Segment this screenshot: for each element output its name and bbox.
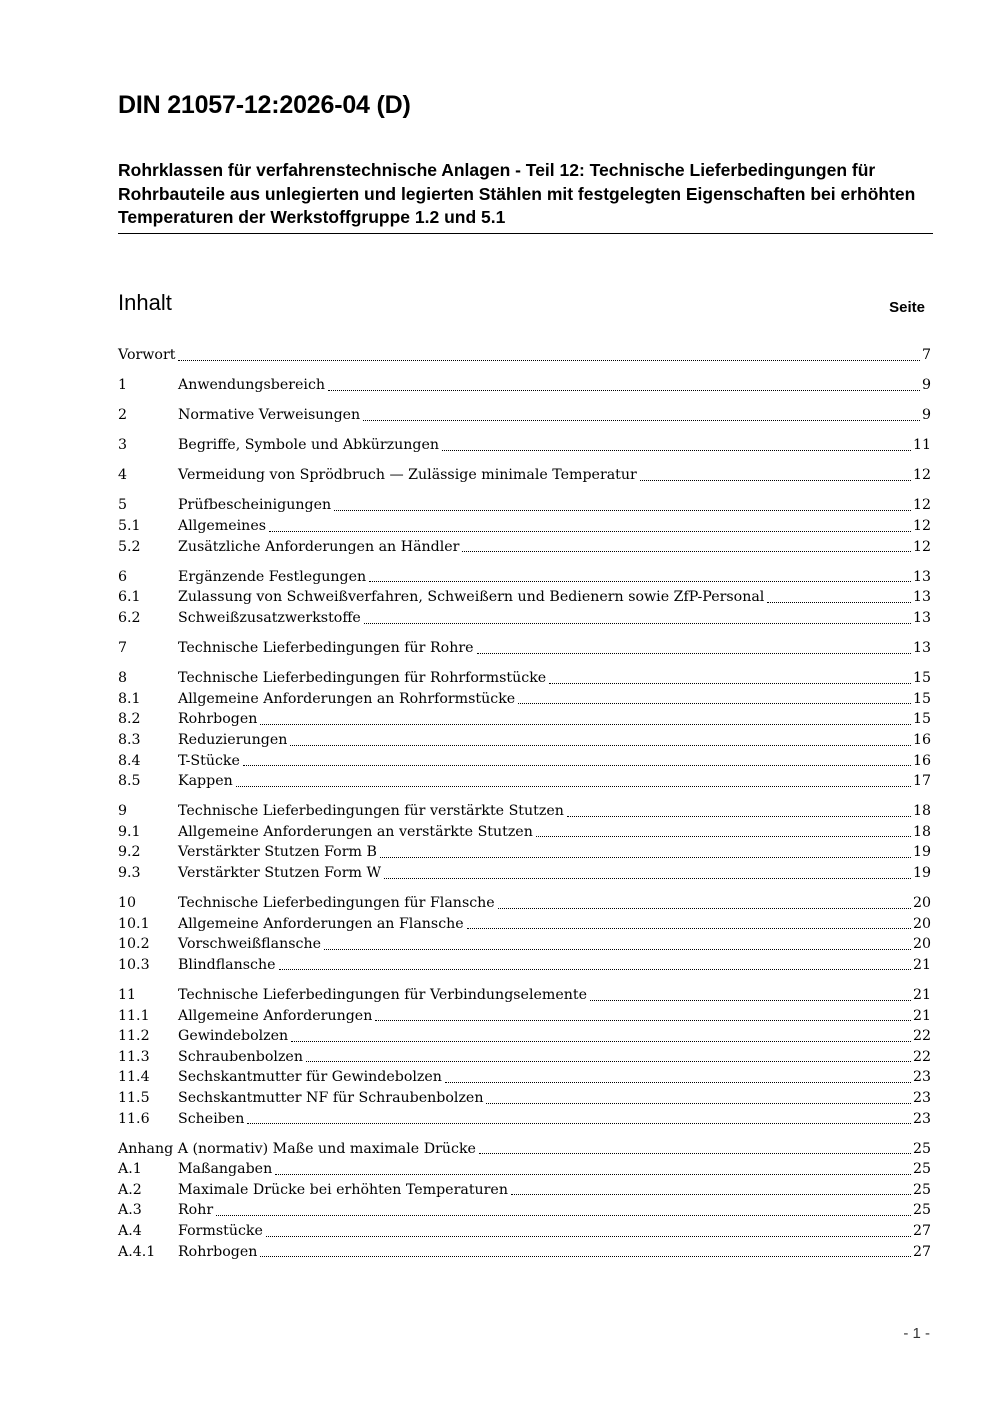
toc-leader-dots — [363, 419, 920, 421]
footer-page-number: - 1 - — [903, 1325, 930, 1342]
toc-entry[interactable] — [118, 730, 931, 751]
toc-entry-number: 11.5 — [118, 1089, 150, 1106]
toc-leader-dots — [467, 927, 911, 929]
toc-entry[interactable] — [118, 375, 931, 396]
toc-entry-label: Vorschweißflansche — [178, 936, 322, 953]
toc-entry[interactable] — [118, 914, 931, 935]
toc-entry[interactable] — [118, 709, 931, 730]
toc-entry-label: Verstärkter Stutzen Form W — [178, 864, 382, 881]
toc-entry-number: 10 — [118, 895, 137, 912]
toc-entry-label: Formstücke — [178, 1222, 263, 1239]
toc-leader-dots — [384, 877, 911, 879]
toc-entry-page: 27 — [912, 1243, 931, 1260]
toc-entry-number: 5 — [118, 497, 128, 514]
toc-entry[interactable] — [118, 893, 931, 914]
toc-entry-page: 12 — [912, 518, 931, 535]
page-column-label: Seite — [889, 299, 925, 316]
toc-entry-page: 17 — [912, 773, 931, 790]
toc-leader-dots — [243, 764, 911, 766]
document-title: Rohrklassen für verfahrenstechnische Anlagen - Teil 12: Technische Lieferbedingungen für Rohrbauteile aus unlegierten und legierten Stählen mit festgelegten Eigenschaften bei erhöhten Temperaturen der Werkstoffgruppe 1.2 und 5.1 — [118, 159, 933, 234]
toc-entry[interactable] — [118, 1088, 931, 1109]
toc-entry-label: Maßangaben — [178, 1161, 273, 1178]
toc-leader-dots — [380, 856, 911, 858]
toc-entry-page: 22 — [912, 1048, 931, 1065]
toc-leader-dots — [462, 550, 910, 552]
toc-entry-label: Scheiben — [178, 1110, 245, 1127]
toc-entry-page: 21 — [912, 1007, 931, 1024]
document-id: DIN 21057-12:2026-04 (D) — [118, 91, 411, 119]
toc-entry-label: Anhang A (normativ) Maße und maximale Drücke — [118, 1140, 476, 1157]
toc-entry-label: Technische Lieferbedingungen für Verbindungselemente — [178, 986, 587, 1003]
toc-entry-page: 13 — [912, 589, 931, 606]
toc-leader-dots — [479, 1152, 911, 1154]
toc-leader-dots — [279, 968, 911, 970]
toc-entry[interactable] — [118, 1242, 931, 1263]
toc-entry-label: Reduzierungen — [178, 731, 288, 748]
toc-entry[interactable] — [118, 608, 931, 629]
toc-entry-number: 9.3 — [118, 864, 141, 881]
toc-leader-dots — [334, 509, 911, 511]
toc-entry[interactable] — [118, 771, 931, 792]
toc-entry-page: 15 — [912, 711, 931, 728]
toc-entry-label: Zulassung von Schweißverfahren, Schweißern und Bedienern sowie ZfP-Personal — [178, 589, 765, 606]
toc-entry-label: Blindflansche — [178, 956, 276, 973]
toc-entry-label: Normative Verweisungen — [178, 407, 361, 424]
toc-entry-label: Rohrbogen — [178, 711, 258, 728]
toc-entry-label: Maximale Drücke bei erhöhten Temperaturen — [178, 1181, 508, 1198]
toc-entry[interactable] — [118, 842, 931, 863]
toc-entry-label: Sechskantmutter für Gewindebolzen — [178, 1069, 442, 1086]
toc-leader-dots — [567, 815, 911, 817]
toc-entry-number: 7 — [118, 640, 128, 657]
toc-entry-label: Rohrbogen — [178, 1243, 258, 1260]
toc-entry-number: 5.2 — [118, 538, 141, 555]
toc-entry[interactable] — [118, 1006, 931, 1027]
toc-entry-page: 15 — [912, 670, 931, 687]
toc-entry-page: 20 — [912, 895, 931, 912]
toc-entry[interactable] — [118, 537, 931, 558]
toc-leader-dots — [518, 702, 911, 704]
toc-entry-label: Allgemeine Anforderungen an verstärkte Stutzen — [178, 823, 533, 840]
toc-entry-label: Anwendungsbereich — [178, 377, 326, 394]
toc-entry[interactable] — [118, 638, 931, 659]
toc-entry-number: 10.2 — [118, 936, 150, 953]
toc-entry-number: 11.2 — [118, 1028, 150, 1045]
toc-entry-number: A.4.1 — [118, 1243, 156, 1260]
toc-entry-label: Kappen — [178, 773, 233, 790]
toc-entry-page: 16 — [912, 752, 931, 769]
toc-entry-page: 13 — [912, 640, 931, 657]
toc-leader-dots — [236, 785, 911, 787]
toc-entry[interactable] — [118, 822, 931, 843]
toc-entry-page: 13 — [912, 609, 931, 626]
toc-entry[interactable] — [118, 801, 931, 822]
toc-leader-dots — [290, 744, 911, 746]
toc-leader-dots — [216, 1214, 911, 1216]
toc-leader-dots — [260, 723, 911, 725]
toc-entry-number: 2 — [118, 407, 128, 424]
toc-entry-page: 9 — [921, 407, 931, 424]
toc-entry-page: 13 — [912, 568, 931, 585]
toc-entry-page: 7 — [921, 347, 931, 363]
toc-entry-label: Ergänzende Festlegungen — [178, 568, 367, 585]
toc-entry[interactable] — [118, 1221, 931, 1242]
toc-leader-dots — [375, 1019, 911, 1021]
toc-leader-dots — [291, 1040, 911, 1042]
toc-heading: Inhalt — [118, 290, 172, 315]
toc-leader-dots — [306, 1060, 911, 1062]
toc-entry-number: 8.1 — [118, 690, 141, 707]
toc-entry-number: 11 — [118, 986, 137, 1003]
toc-entry-number: A.2 — [118, 1181, 142, 1198]
toc-entry[interactable] — [118, 955, 931, 976]
toc-leader-dots — [498, 907, 911, 909]
toc-entry-number: 3 — [118, 437, 128, 454]
toc-entry-number: 5.1 — [118, 518, 141, 535]
toc-entry[interactable] — [118, 751, 931, 772]
toc-entry-page: 12 — [912, 467, 931, 484]
toc-entry-label: Allgemeine Anforderungen an Rohrformstücke — [178, 690, 516, 707]
toc-entry-label: Verstärkter Stutzen Form B — [178, 844, 377, 861]
toc-entry-page: 12 — [912, 497, 931, 514]
toc-entry[interactable] — [118, 1067, 931, 1088]
toc-leader-dots — [275, 1173, 911, 1175]
toc-entry-label: Technische Lieferbedingungen für Rohre — [178, 640, 474, 657]
toc-entry[interactable] — [118, 689, 931, 710]
toc-entry-label: T-Stücke — [178, 752, 240, 769]
toc-leader-dots — [364, 622, 911, 624]
toc-entry-label: Technische Lieferbedingungen für Rohrformstücke — [178, 670, 547, 687]
toc-leader-dots — [269, 530, 911, 532]
toc-entry-label: Zusätzliche Anforderungen an Händler — [178, 538, 460, 555]
toc-entry[interactable] — [118, 863, 931, 884]
toc-entry-number: 9.1 — [118, 823, 141, 840]
toc-entry[interactable] — [118, 1047, 931, 1068]
toc-leader-dots — [178, 359, 920, 361]
toc-entry-number: 11.6 — [118, 1110, 150, 1127]
toc-entry-label: Gewindebolzen — [178, 1028, 289, 1045]
toc-leader-dots — [511, 1193, 911, 1195]
toc-entry-page: 23 — [912, 1089, 931, 1106]
toc-entry[interactable] — [118, 1139, 931, 1160]
toc-entry-page: 25 — [912, 1140, 931, 1157]
toc-entry[interactable] — [118, 567, 931, 588]
toc-entry[interactable] — [118, 1026, 931, 1047]
toc-entry-number: 8.5 — [118, 773, 141, 790]
toc-entry-number: 9 — [118, 803, 128, 820]
toc-entry-label: Allgemeine Anforderungen an Flansche — [178, 915, 464, 932]
toc-leader-dots — [328, 389, 920, 391]
toc-entry[interactable] — [118, 1109, 931, 1130]
toc-entry-page: 21 — [912, 956, 931, 973]
toc-entry-label: Begriffe, Symbole und Abkürzungen — [178, 437, 440, 454]
toc-entry[interactable] — [118, 1200, 931, 1221]
toc-entry-label: Rohr — [178, 1202, 214, 1219]
toc-entry-number: A.4 — [118, 1222, 142, 1239]
toc-entry-page: 27 — [912, 1222, 931, 1239]
toc-entry[interactable] — [118, 495, 931, 516]
toc-entry[interactable] — [118, 934, 931, 955]
toc-entry-page: 20 — [912, 915, 931, 932]
toc-entry-label: Sechskantmutter NF für Schraubenbolzen — [178, 1089, 484, 1106]
toc-entry-page: 21 — [912, 986, 931, 1003]
toc-leader-dots — [549, 682, 911, 684]
toc-leader-dots — [640, 479, 911, 481]
toc-entry[interactable] — [118, 587, 931, 608]
toc-entry-label: Technische Lieferbedingungen für verstärkte Stutzen — [178, 803, 564, 820]
toc-entry-number: 10.1 — [118, 915, 150, 932]
toc-entry-number: 11.3 — [118, 1048, 150, 1065]
toc-leader-dots — [477, 652, 911, 654]
toc-entry-page: 15 — [912, 690, 931, 707]
toc-entry-label: Allgemeines — [178, 518, 266, 535]
toc-entry-label: Technische Lieferbedingungen für Flansche — [178, 895, 495, 912]
toc-leader-dots — [590, 999, 911, 1001]
toc-entry-page: 25 — [912, 1202, 931, 1219]
toc-leader-dots — [442, 449, 911, 451]
toc-leader-dots — [767, 601, 911, 603]
toc-entry[interactable] — [118, 668, 931, 689]
toc-leader-dots — [536, 835, 911, 837]
toc-entry-number: 10.3 — [118, 956, 150, 973]
toc-entry-number: 6.1 — [118, 589, 141, 606]
toc-entry-page: 18 — [912, 823, 931, 840]
toc-entry-label: Allgemeine Anforderungen — [178, 1007, 373, 1024]
toc-entry-label: Prüfbescheinigungen — [178, 497, 332, 514]
toc-entry-page: 25 — [912, 1161, 931, 1178]
toc-entry-label: Schweißzusatzwerkstoffe — [178, 609, 361, 626]
toc-entry-number: 8 — [118, 670, 128, 687]
toc-entry-number: 6 — [118, 568, 128, 585]
toc-entry[interactable] — [118, 435, 931, 456]
toc-leader-dots — [445, 1081, 911, 1083]
toc-entry-page: 18 — [912, 803, 931, 820]
toc-leader-dots — [260, 1255, 911, 1257]
toc-entry-page: 20 — [912, 936, 931, 953]
toc-leader-dots — [247, 1122, 911, 1124]
toc-leader-dots — [324, 948, 911, 950]
toc-entry-label: Schraubenbolzen — [178, 1048, 303, 1065]
toc-entry-number: 11.4 — [118, 1069, 150, 1086]
toc-entry-page: 12 — [912, 538, 931, 555]
toc-entry-number: A.1 — [118, 1161, 142, 1178]
toc-entry[interactable] — [118, 345, 931, 366]
toc-entry-number: 8.2 — [118, 711, 141, 728]
toc-entry-number: 1 — [118, 377, 128, 394]
toc-leader-dots — [369, 580, 911, 582]
toc-entry-number: A.3 — [118, 1202, 142, 1219]
toc-entry-page: 19 — [912, 844, 931, 861]
toc-leader-dots — [486, 1102, 910, 1104]
toc-entry-page: 22 — [912, 1028, 931, 1045]
toc-entry-page: 25 — [912, 1181, 931, 1198]
toc-entry[interactable] — [118, 465, 931, 486]
toc-entry-number: 4 — [118, 467, 128, 484]
toc-entry[interactable] — [118, 405, 931, 426]
toc-entry-number: 8.3 — [118, 731, 141, 748]
toc-entry-page: 16 — [912, 731, 931, 748]
toc-entry-label: Vermeidung von Sprödbruch — Zulässige minimale Temperatur — [178, 467, 637, 484]
toc-entry[interactable] — [118, 985, 931, 1006]
toc-entry-page: 9 — [921, 377, 931, 394]
toc-entry-page: 23 — [912, 1069, 931, 1086]
toc-entry[interactable] — [118, 1159, 931, 1180]
toc-leader-dots — [266, 1235, 911, 1237]
toc-entry[interactable] — [118, 516, 931, 537]
toc-entry-page: 19 — [912, 864, 931, 881]
toc-entry-number: 9.2 — [118, 844, 141, 861]
toc-entry[interactable] — [118, 1180, 931, 1201]
toc-entry-number: 8.4 — [118, 752, 141, 769]
toc-entry-page: 23 — [912, 1110, 931, 1127]
toc-entry-number: 11.1 — [118, 1007, 150, 1024]
toc-entry-label: Vorwort — [118, 347, 176, 363]
toc-entry-page: 11 — [912, 437, 931, 454]
table-of-contents — [118, 345, 931, 1262]
toc-entry-number: 6.2 — [118, 609, 141, 626]
